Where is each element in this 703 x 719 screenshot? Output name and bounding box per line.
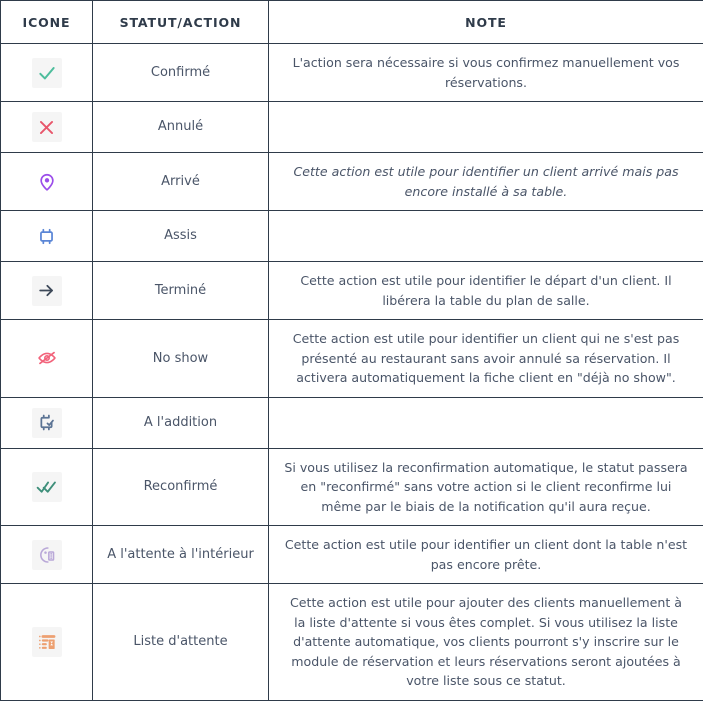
table-header-row	[1, 1, 703, 44]
statut-cell: A l'attente à l'intérieur	[93, 526, 269, 584]
statut-cell: Assis	[93, 211, 269, 262]
table-header	[1, 1, 703, 44]
note-cell	[269, 211, 703, 262]
note-cell: Cette action est utile pour ajouter des clients manuellement à la liste d'attente si vous êtes complet. Si vous utilisez la liste d'attente automatique, vos clients pourront s'y inscrire sur le module de réservation et leurs réservations seront ajoutées à votre liste sous ce statut.	[269, 584, 703, 701]
statut-cell: Arrivé	[93, 153, 269, 211]
statut-cell: A l'addition	[93, 397, 269, 448]
note-cell: Cette action est utile pour identifier le départ d'un client. Il libérera la table du plan de salle.	[269, 262, 703, 320]
icon-cell	[1, 262, 93, 320]
table-row	[1, 397, 703, 448]
note-cell: Cette action est utile pour identifier un client arrivé mais pas encore installé à sa table.	[269, 153, 703, 211]
table-row	[1, 526, 703, 584]
waiting-inside-icon	[32, 540, 62, 570]
table-row	[1, 448, 703, 526]
statut-cell: Terminé	[93, 262, 269, 320]
cross-icon	[32, 112, 62, 142]
icon-cell	[1, 44, 93, 102]
note-cell	[269, 102, 703, 153]
statut-cell: Confirmé	[93, 44, 269, 102]
statut-cell: Annulé	[93, 102, 269, 153]
statut-cell: Reconfirmé	[93, 448, 269, 526]
icon-cell	[1, 320, 93, 398]
chair-check-icon	[32, 408, 62, 438]
statut-cell: No show	[93, 320, 269, 398]
table-row	[1, 44, 703, 102]
icon-cell	[1, 211, 93, 262]
note-cell	[269, 397, 703, 448]
statut-cell: Liste d'attente	[93, 584, 269, 701]
arrow-right-icon	[32, 276, 62, 306]
note-cell: Cette action est utile pour identifier un client qui ne s'est pas présenté au restaurant sans avoir annulé sa réservation. Il activera automatiquement la fiche client en "déjà no show".	[269, 320, 703, 398]
table-row	[1, 211, 703, 262]
note-cell: Si vous utilisez la reconfirmation automatique, le statut passera en "reconfirmé" sans votre action si le client reconfirme lui même par le biais de la notification qu'il aura reçue.	[269, 448, 703, 526]
icon-cell	[1, 153, 93, 211]
note-cell: L'action sera nécessaire si vous confirmez manuellement vos réservations.	[269, 44, 703, 102]
icon-cell	[1, 526, 93, 584]
table-row	[1, 320, 703, 398]
waiting-list-icon	[32, 627, 62, 657]
double-check-icon	[32, 472, 62, 502]
column-header-note: NOTE	[269, 1, 703, 44]
table-body	[1, 44, 703, 701]
icon-cell	[1, 448, 93, 526]
column-header-icone: ICONE	[1, 1, 93, 44]
icon-cell	[1, 102, 93, 153]
column-header-statut: STATUT/ACTION	[93, 1, 269, 44]
map-pin-icon	[32, 167, 62, 197]
note-cell: Cette action est utile pour identifier un client dont la table n'est pas encore prête.	[269, 526, 703, 584]
icon-cell	[1, 584, 93, 701]
table-row	[1, 262, 703, 320]
eye-slash-icon	[32, 343, 62, 373]
check-icon	[32, 58, 62, 88]
table-row	[1, 102, 703, 153]
seated-chair-icon	[32, 221, 62, 251]
table-row	[1, 584, 703, 701]
table-row	[1, 153, 703, 211]
icon-cell	[1, 397, 93, 448]
